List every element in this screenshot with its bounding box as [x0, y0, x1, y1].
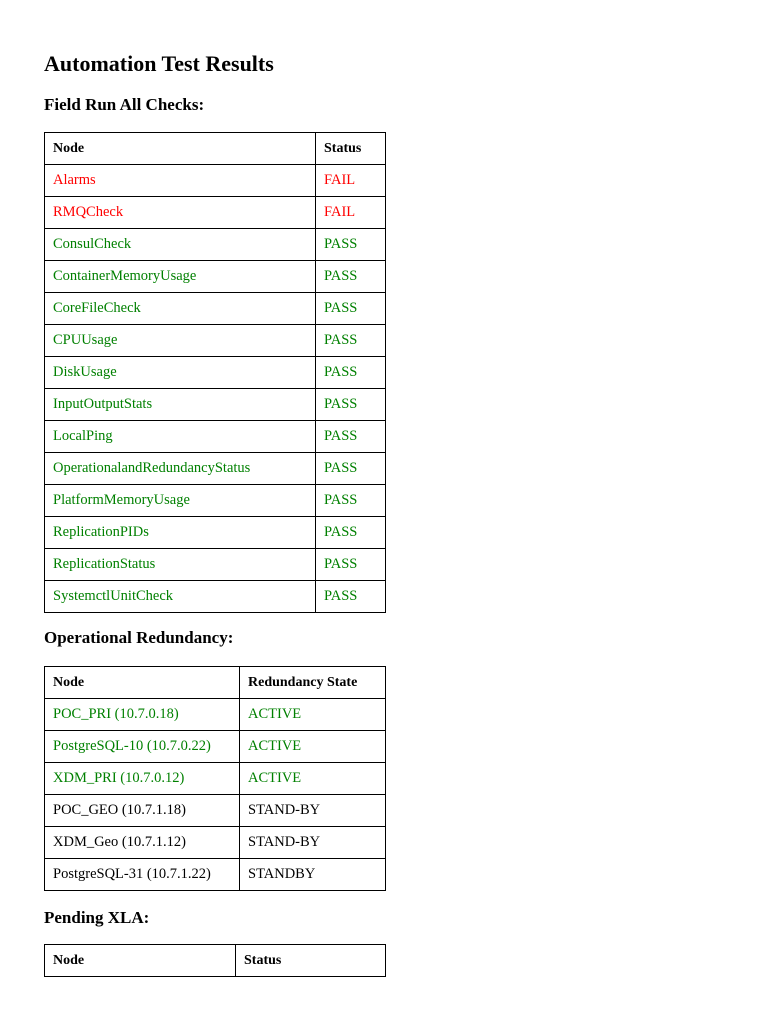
table-row — [45, 453, 386, 485]
operational-redundancy-table — [44, 666, 386, 891]
node-cell: CoreFileCheck — [45, 293, 316, 325]
state-cell: STAND-BY — [240, 827, 386, 859]
table-row — [45, 827, 386, 859]
status-cell: PASS — [316, 453, 386, 485]
pending-xla-table — [44, 944, 386, 977]
status-cell: FAIL — [316, 197, 386, 229]
node-cell: POC_GEO (10.7.1.18) — [45, 795, 240, 827]
table-header-row — [45, 667, 386, 699]
field-run-checks-table — [44, 132, 386, 613]
node-cell: PlatformMemoryUsage — [45, 485, 316, 517]
column-header-redundancy-state: Redundancy State — [240, 667, 386, 699]
status-cell: PASS — [316, 421, 386, 453]
table-row — [45, 731, 386, 763]
state-cell: ACTIVE — [240, 763, 386, 795]
node-cell: Alarms — [45, 165, 316, 197]
node-cell: SystemctlUnitCheck — [45, 581, 316, 613]
state-cell: STAND-BY — [240, 795, 386, 827]
status-cell: PASS — [316, 325, 386, 357]
table-row — [45, 795, 386, 827]
node-cell: LocalPing — [45, 421, 316, 453]
state-cell: STANDBY — [240, 859, 386, 891]
table-header-row — [45, 133, 386, 165]
state-cell: ACTIVE — [240, 731, 386, 763]
node-cell: PostgreSQL-31 (10.7.1.22) — [45, 859, 240, 891]
status-cell: PASS — [316, 229, 386, 261]
status-cell: PASS — [316, 517, 386, 549]
table-row — [45, 421, 386, 453]
table-row — [45, 357, 386, 389]
status-cell: PASS — [316, 261, 386, 293]
node-cell: CPUUsage — [45, 325, 316, 357]
table-row — [45, 389, 386, 421]
table-row — [45, 325, 386, 357]
node-cell: PostgreSQL-10 (10.7.0.22) — [45, 731, 240, 763]
table-row — [45, 549, 386, 581]
table-row — [45, 197, 386, 229]
state-cell: ACTIVE — [240, 699, 386, 731]
node-cell: ConsulCheck — [45, 229, 316, 261]
page-title: Automation Test Results — [44, 51, 274, 76]
table-row — [45, 261, 386, 293]
section-heading-pending-xla: Pending XLA: — [44, 908, 150, 927]
section-heading-operational-redundancy: Operational Redundancy: — [44, 628, 234, 647]
status-cell: PASS — [316, 581, 386, 613]
status-cell: PASS — [316, 485, 386, 517]
section-heading-field-run: Field Run All Checks: — [44, 95, 205, 114]
table-row — [45, 581, 386, 613]
node-cell: XDM_Geo (10.7.1.12) — [45, 827, 240, 859]
status-cell: PASS — [316, 549, 386, 581]
column-header-node: Node — [45, 945, 236, 977]
table-row — [45, 485, 386, 517]
column-header-node: Node — [45, 133, 316, 165]
status-cell: PASS — [316, 293, 386, 325]
table-row — [45, 763, 386, 795]
table-row — [45, 859, 386, 891]
status-cell: PASS — [316, 389, 386, 421]
status-cell: FAIL — [316, 165, 386, 197]
node-cell: RMQCheck — [45, 197, 316, 229]
table-row — [45, 229, 386, 261]
table-row — [45, 293, 386, 325]
node-cell: ContainerMemoryUsage — [45, 261, 316, 293]
node-cell: DiskUsage — [45, 357, 316, 389]
table-row — [45, 517, 386, 549]
node-cell: ReplicationPIDs — [45, 517, 316, 549]
node-cell: XDM_PRI (10.7.0.12) — [45, 763, 240, 795]
table-row — [45, 165, 386, 197]
node-cell: OperationalandRedundancyStatus — [45, 453, 316, 485]
table-row — [45, 699, 386, 731]
node-cell: InputOutputStats — [45, 389, 316, 421]
status-cell: PASS — [316, 357, 386, 389]
column-header-status: Status — [316, 133, 386, 165]
column-header-status: Status — [236, 945, 386, 977]
table-header-row — [45, 945, 386, 977]
node-cell: POC_PRI (10.7.0.18) — [45, 699, 240, 731]
node-cell: ReplicationStatus — [45, 549, 316, 581]
column-header-node: Node — [45, 667, 240, 699]
